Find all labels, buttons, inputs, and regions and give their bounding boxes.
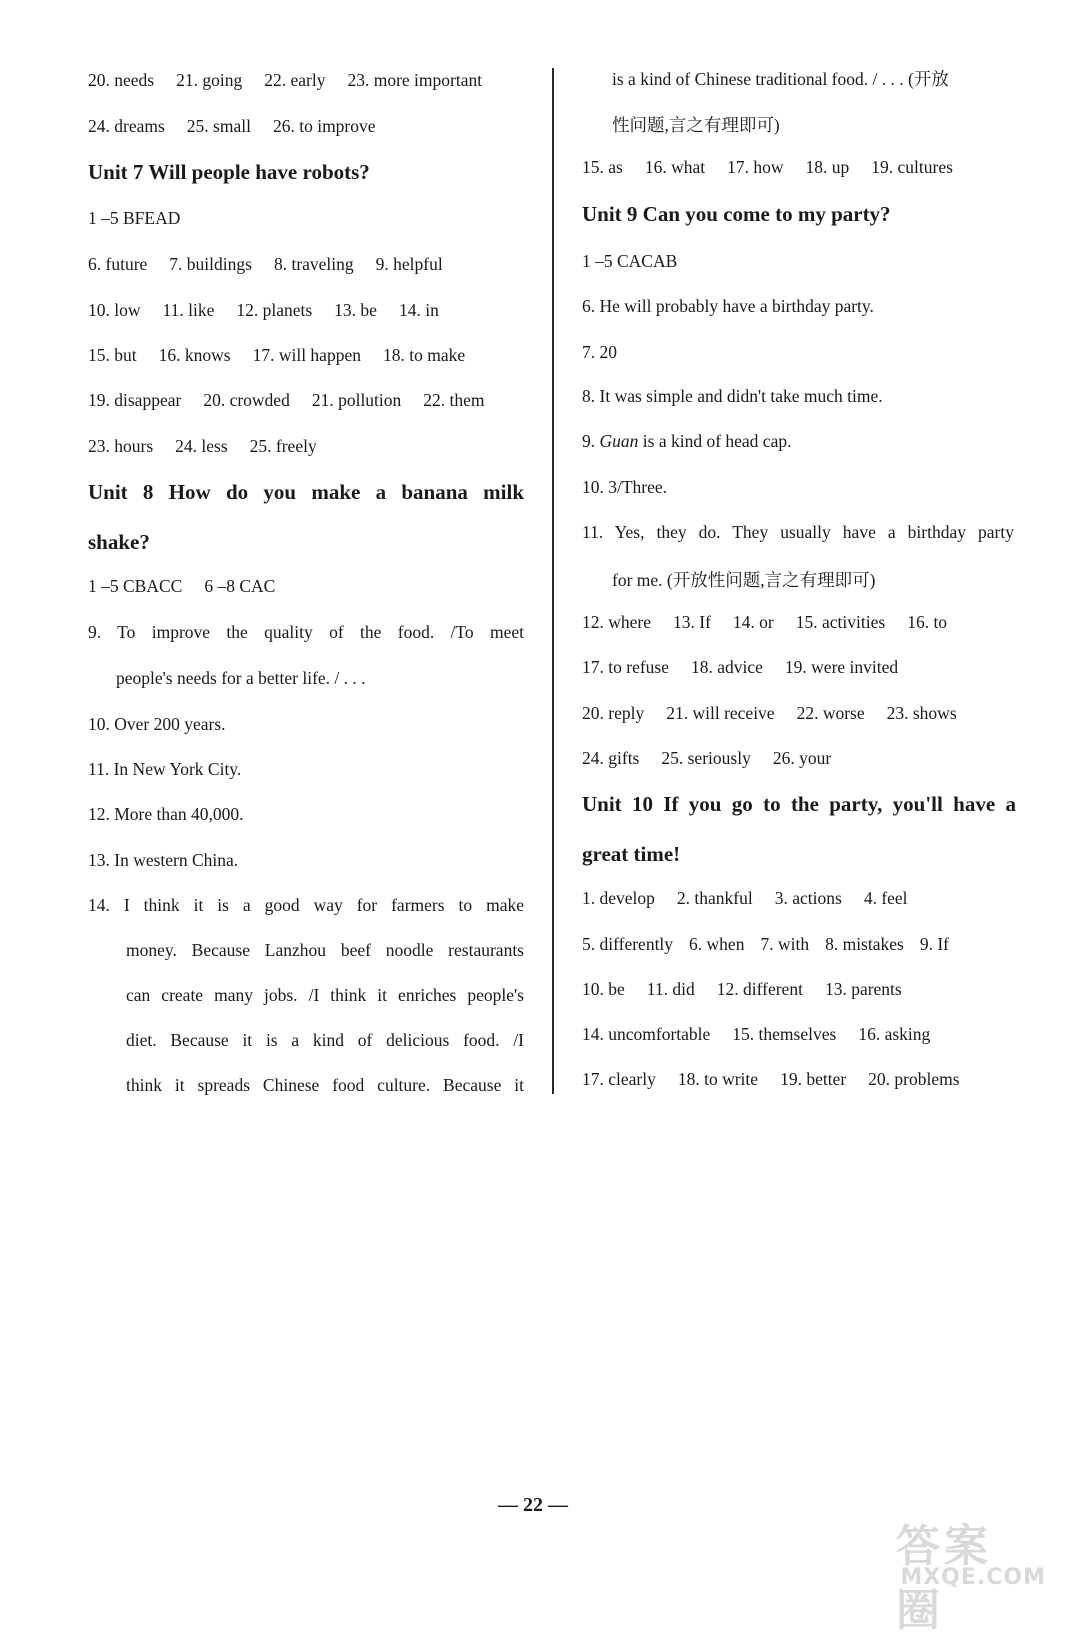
answer-line	[582, 888, 930, 909]
answer-item: 22. worse	[796, 703, 865, 723]
answer-14-line-5: think it spreads Chinese food culture. Because it	[126, 1075, 524, 1095]
answer-item: 18. advice	[691, 657, 763, 677]
answer-14-line-4: diet. Because it is a kind of delicious food. /I	[126, 1030, 524, 1050]
answer-item: 15. as	[582, 157, 623, 177]
watermark-url: MXQE.COM	[900, 1565, 1046, 1590]
answer-item: 1. develop	[582, 888, 655, 908]
answer-14-line-1: 14. I think it is a good way for farmers to make	[88, 895, 524, 915]
answer-item: 17. will happen	[252, 345, 361, 365]
answer-line	[88, 70, 504, 91]
answer-8: 8. It was simple and didn't take much time.	[582, 386, 883, 406]
answer-item: 25. seriously	[661, 748, 751, 768]
answer-item: 6 –8 CAC	[204, 576, 276, 596]
answer-item: 12. where	[582, 612, 652, 632]
answer-13: 13. In western China.	[88, 850, 239, 870]
answer-item: 18. to make	[382, 345, 466, 365]
answer-line	[582, 612, 969, 633]
answer-item: 24. dreams	[88, 116, 165, 136]
answer-9-line-2: people's needs for a better life. / . . .	[116, 668, 366, 688]
answer-item: 2. thankful	[676, 888, 753, 908]
answer-item: 20. needs	[88, 70, 155, 90]
answer-11-line-2: for me. (开放性问题,言之有理即可)	[612, 570, 876, 590]
answer-line	[88, 116, 398, 137]
answer-line	[88, 254, 465, 275]
answer-line	[582, 1069, 982, 1090]
answer-item: 24. less	[175, 436, 228, 456]
column-divider	[552, 68, 554, 1094]
unit-10-heading: Unit 10 If you go to the party, you'll have a	[582, 792, 1016, 816]
answer-line	[88, 345, 487, 366]
answer-9-rest: is a kind of head cap.	[638, 431, 792, 451]
answer-item: 19. were invited	[784, 657, 899, 677]
answer-item: 9. helpful	[375, 254, 443, 274]
answer-item: 14. in	[398, 300, 439, 320]
answer-line	[88, 436, 339, 457]
answer-line	[582, 703, 979, 724]
answer-item: 22. them	[423, 390, 485, 410]
answer-item: 21. will receive	[666, 703, 775, 723]
answer-9	[582, 431, 791, 452]
answer-item: 23. more important	[347, 70, 483, 90]
answer-14-line-7: 性问题,言之有理即可)	[612, 115, 780, 135]
answer-item: 16. to	[907, 612, 948, 632]
answer-item: 20. crowded	[203, 390, 290, 410]
answer-item: 7. buildings	[169, 254, 252, 274]
answer-item: 11. did	[646, 979, 695, 999]
answer-item: 13. parents	[824, 979, 902, 999]
answer-item: 13. be	[334, 300, 377, 320]
answer-item: 26. to improve	[272, 116, 376, 136]
answer-line	[88, 390, 507, 411]
answer-item: 12. different	[716, 979, 803, 999]
answer-item: 12. planets	[236, 300, 313, 320]
answer-item: 23. hours	[88, 436, 154, 456]
answer-item: 16. asking	[858, 1024, 931, 1044]
answer-item: 9. If	[919, 934, 949, 954]
answer-12: 12. More than 40,000.	[88, 804, 244, 824]
answer-line	[88, 300, 461, 321]
answer-item: 25. freely	[249, 436, 317, 456]
answer-item: 19. better	[780, 1069, 847, 1089]
answer-item: 16. what	[644, 157, 706, 177]
answer-line	[582, 657, 920, 678]
unit-10-heading-cont: great time!	[582, 842, 681, 866]
answer-item: 20. problems	[868, 1069, 960, 1089]
answer-14-line-6: is a kind of Chinese traditional food. / . . . (开放	[612, 69, 949, 89]
answer-line	[582, 934, 971, 955]
answer-item: 16. knows	[158, 345, 231, 365]
answer-line: 1 –5 CACAB	[582, 251, 678, 271]
answer-item: 21. pollution	[311, 390, 402, 410]
answer-item: 19. disappear	[88, 390, 182, 410]
answer-10: 10. 3/Three.	[582, 477, 668, 497]
answer-item: 22. early	[264, 70, 326, 90]
answer-item: 15. themselves	[732, 1024, 837, 1044]
unit-7-heading: Unit 7 Will people have robots?	[88, 160, 370, 184]
answer-item: 15. but	[88, 345, 137, 365]
answer-item: 1 –5 CBACC	[88, 576, 183, 596]
answer-item: 15. activities	[795, 612, 886, 632]
watermark-title: 答案圈	[896, 1521, 992, 1636]
answer-item: 21. going	[176, 70, 243, 90]
answer-item: 19. cultures	[871, 157, 953, 177]
answer-9-term: Guan	[599, 431, 639, 451]
answer-item: 20. reply	[582, 703, 645, 723]
answer-line	[582, 1024, 952, 1045]
answer-item: 13. If	[673, 612, 711, 632]
answer-item: 24. gifts	[582, 748, 640, 768]
answer-item: 17. to refuse	[582, 657, 669, 677]
answer-item: 18. to write	[677, 1069, 759, 1089]
answer-line	[88, 576, 297, 597]
answer-item: 14. uncomfortable	[582, 1024, 711, 1044]
answer-item: 14. or	[732, 612, 774, 632]
answer-item: 3. actions	[774, 888, 842, 908]
answer-14-line-3: can create many jobs. /I think it enriches people's	[126, 985, 524, 1005]
answer-item: 7. with	[760, 934, 810, 954]
answer-item: 8. traveling	[273, 254, 354, 274]
answer-10: 10. Over 200 years.	[88, 714, 226, 734]
answer-item: 18. up	[805, 157, 850, 177]
answer-item: 26. your	[772, 748, 832, 768]
watermark-logo	[896, 1510, 1046, 1636]
answer-item: 5. differently	[582, 934, 674, 954]
answer-item: 17. clearly	[582, 1069, 656, 1089]
answer-9-prefix: 9.	[582, 431, 600, 451]
answer-item: 10. low	[88, 300, 141, 320]
answer-item: 6. when	[689, 934, 745, 954]
answer-item: 1 –5 BFEAD	[88, 208, 181, 228]
answer-line	[88, 208, 202, 229]
answer-line	[582, 979, 924, 1000]
unit-8-heading: Unit 8 How do you make a banana milk	[88, 480, 524, 504]
answer-item: 17. how	[727, 157, 784, 177]
answer-line	[582, 748, 853, 769]
answer-item: 8. mistakes	[825, 934, 904, 954]
answer-11-line-1: 11. Yes, they do. They usually have a birthday party	[582, 522, 1014, 542]
answer-9-line-1: 9. To improve the quality of the food. /To meet	[88, 622, 524, 642]
answer-11: 11. In New York City.	[88, 759, 242, 779]
unit-8-heading-cont: shake?	[88, 530, 150, 554]
answer-item: 6. future	[88, 254, 148, 274]
page-number: — 22 —	[498, 1494, 568, 1516]
answer-item: 10. be	[582, 979, 625, 999]
answer-6: 6. He will probably have a birthday party.	[582, 296, 874, 316]
answer-7: 7. 20	[582, 342, 617, 362]
answer-item: 11. like	[162, 300, 215, 320]
answer-line	[582, 157, 975, 178]
answer-14-line-2: money. Because Lanzhou beef noodle restaurants	[126, 940, 524, 960]
answer-item: 23. shows	[886, 703, 957, 723]
answer-item: 25. small	[186, 116, 251, 136]
answer-item: 4. feel	[863, 888, 908, 908]
unit-9-heading: Unit 9 Can you come to my party?	[582, 202, 891, 226]
